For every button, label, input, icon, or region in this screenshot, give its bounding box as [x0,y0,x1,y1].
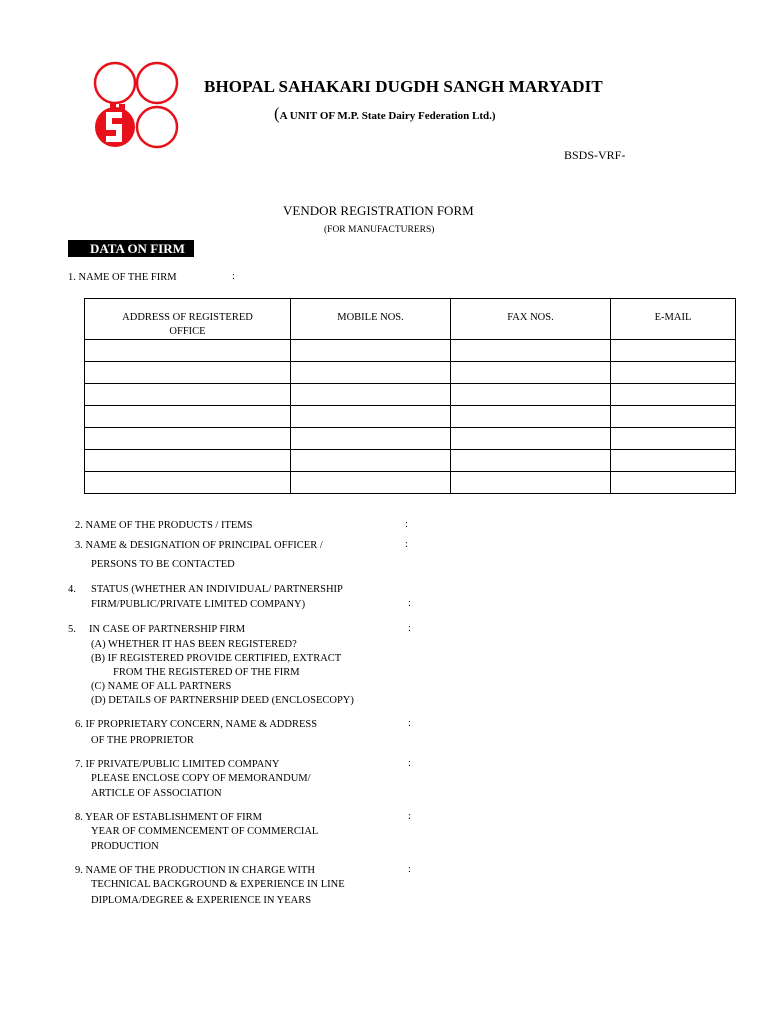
question-4-colon: : [408,598,411,609]
question-7-colon: : [408,758,411,769]
question-9-colon: : [408,864,411,875]
question-8-label-cont2: PRODUCTION [91,841,159,852]
question-5d-label: (D) DETAILS OF PARTNERSHIP DEED (ENCLOSECOPY) [91,695,354,706]
address-cell[interactable] [85,472,291,494]
address-cell[interactable] [85,362,291,384]
question-7-label-cont: PLEASE ENCLOSE COPY OF MEMORANDUM/ [91,773,311,784]
question-7-label-cont2: ARTICLE OF ASSOCIATION [91,788,222,799]
address-cell[interactable] [85,450,291,472]
column-header-address: ADDRESS OF REGISTERED OFFICE [85,299,291,340]
address-cell[interactable] [85,406,291,428]
question-8-label: 8. YEAR OF ESTABLISHMENT OF FIRM [75,812,263,823]
table-row [85,340,736,362]
question-4-label: STATUS (WHETHER AN INDIVIDUAL/ PARTNERSHIP [91,584,343,595]
question-9-label: 9. NAME OF THE PRODUCTION IN CHARGE WITH [75,865,315,876]
question-4-label-cont: FIRM/PUBLIC/PRIVATE LIMITED COMPANY) [91,599,306,610]
question-5b-label-cont: FROM THE REGISTERED OF THE FIRM [113,667,300,678]
address-cell[interactable] [85,340,291,362]
email-cell[interactable] [611,340,736,362]
fax-cell[interactable] [451,406,611,428]
column-header-fax: FAX NOS. [451,299,611,340]
question-8-colon: : [408,811,411,822]
question-6-colon: : [408,718,411,729]
question-6-label: 6. IF PROPRIETARY CONCERN, NAME & ADDRESS [75,719,318,730]
question-5c-label: (C) NAME OF ALL PARTNERS [91,681,232,692]
table-row [85,450,736,472]
organization-name: BHOPAL SAHAKARI DUGDH SANGH MARYADIT [204,77,603,96]
table-row [85,428,736,450]
firm-name-colon: : [232,271,235,282]
email-cell[interactable] [611,450,736,472]
question-4-number: 4. [68,584,76,595]
form-title: VENDOR REGISTRATION FORM [283,203,474,218]
question-9-label-cont: TECHNICAL BACKGROUND & EXPERIENCE IN LINE [91,879,345,890]
mobile-cell[interactable] [291,362,451,384]
email-cell[interactable] [611,406,736,428]
table-row [85,406,736,428]
fax-cell[interactable] [451,384,611,406]
question-3-label-cont: PERSONS TO BE CONTACTED [91,559,235,570]
subtitle-text: A UNIT OF M.P. State Dairy Federation Ltd.) [279,110,496,122]
mobile-cell[interactable] [291,406,451,428]
address-cell[interactable] [85,384,291,406]
email-cell[interactable] [611,362,736,384]
table-row [85,472,736,494]
firm-name-label: 1. NAME OF THE FIRM [68,272,177,283]
table-row [85,384,736,406]
fax-cell[interactable] [451,450,611,472]
email-cell[interactable] [611,384,736,406]
fax-cell[interactable] [451,340,611,362]
question-2-label: 2. NAME OF THE PRODUCTS / ITEMS [75,520,253,531]
question-5-colon: : [408,623,411,634]
mobile-cell[interactable] [291,472,451,494]
table-row [85,362,736,384]
email-cell[interactable] [611,428,736,450]
mobile-cell[interactable] [291,384,451,406]
email-cell[interactable] [611,472,736,494]
section-header: DATA ON FIRM [68,240,194,257]
address-cell[interactable] [85,428,291,450]
fax-cell[interactable] [451,472,611,494]
question-2-colon: : [405,519,408,530]
mobile-cell[interactable] [291,450,451,472]
subtitle-paren: ( [274,104,280,123]
contact-table [84,298,736,494]
question-5a-label: (A) WHETHER IT HAS BEEN REGISTERED? [91,639,297,650]
fax-cell[interactable] [451,362,611,384]
question-3-colon: : [405,539,408,550]
question-3-label: 3. NAME & DESIGNATION OF PRINCIPAL OFFICER / [75,540,323,551]
question-5b-label: (B) IF REGISTERED PROVIDE CERTIFIED, EXTRACT [91,653,342,664]
question-8-label-cont: YEAR OF COMMENCEMENT OF COMMERCIAL [91,826,319,837]
fax-cell[interactable] [451,428,611,450]
column-header-mobile: MOBILE NOS. [291,299,451,340]
form-reference-code: BSDS-VRF- [564,148,626,162]
question-5-number: 5. [68,624,76,635]
mobile-cell[interactable] [291,340,451,362]
column-header-email: E-MAIL [611,299,736,340]
organization-subtitle [274,104,496,124]
question-9-label-cont2: DIPLOMA/DEGREE & EXPERIENCE IN YEARS [91,895,312,906]
question-6-label-cont: OF THE PROPRIETOR [91,735,194,746]
question-5-label: IN CASE OF PARTNERSHIP FIRM [89,624,246,635]
question-7-label: 7. IF PRIVATE/PUBLIC LIMITED COMPANY [75,759,280,770]
form-subtitle: (FOR MANUFACTURERS) [324,225,435,235]
dairy-federation-logo-icon [92,60,182,152]
mobile-cell[interactable] [291,428,451,450]
